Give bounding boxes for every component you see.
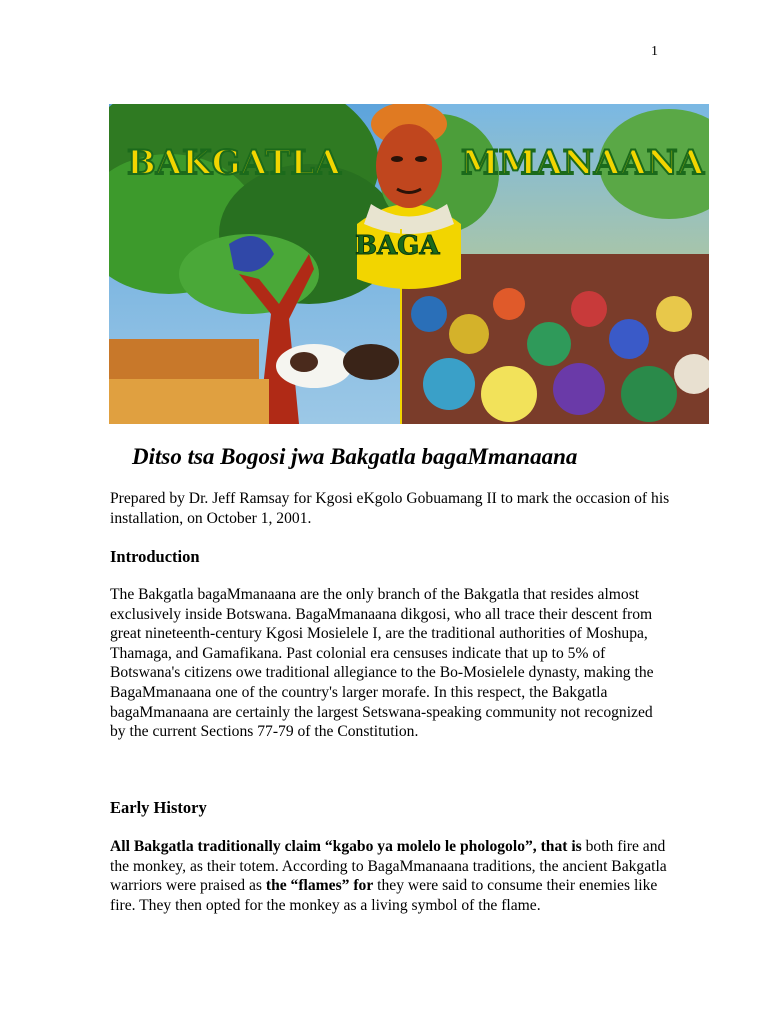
banner-word-left: BAKGATLA xyxy=(127,143,341,183)
totem-phrase: All Bakgatla traditionally claim “kgabo ya molelo le phologolo”, that is xyxy=(110,838,582,855)
introduction-paragraph: The Bakgatla bagaMmanaana are the only branch of the Bakgatla that resides almost exclusively inside Botswana. BagaMmanaana dikgosi, who all trace their descent from great nineteenth-century Kgosi Mosielele I, are the traditional authorities of Moshupa, Thamaga, and Gamafikana. Past colonial era censuses indicate that up to 5% of Botswana's citizens owe traditional allegiance to the Bo-Mosielele dynasty, making the BagaMmanaana one of the country's larger morafe. In this respect, the Bakgatla bagaMmanaana are certainly the largest Setswana-speaking community not recognized by the current Sections 77-79 of the Constitution. xyxy=(110,586,654,741)
banner-word-center: BAGA xyxy=(355,231,440,261)
flames-phrase: the “flames” for xyxy=(265,877,374,895)
early-history-text-2: they were said to consume their enemies like fire. They then opted for the monkey as a living symbol of the flame. xyxy=(110,877,658,914)
banner-image xyxy=(109,104,709,424)
document-title: Ditso tsa Bogosi jwa Bakgatla bagaMmanaana xyxy=(132,444,578,469)
prepared-by-paragraph: Prepared by Dr. Jeff Ramsay for Kgosi eKgolo Gobuamang II to mark the occasion of his installation, on October 1, 2001. xyxy=(110,490,670,527)
page-number: 1 xyxy=(651,44,658,59)
early-history-paragraph xyxy=(110,837,670,915)
introduction-heading: Introduction xyxy=(110,547,200,566)
early-history-text-1: both fire and the monkey, as their totem. According to BagaMmanaana traditions, the ancient Bakgatla warriors were praised as xyxy=(110,838,667,895)
banner-word-right: MMANAANA xyxy=(461,143,704,183)
early-history-heading: Early History xyxy=(110,798,207,817)
